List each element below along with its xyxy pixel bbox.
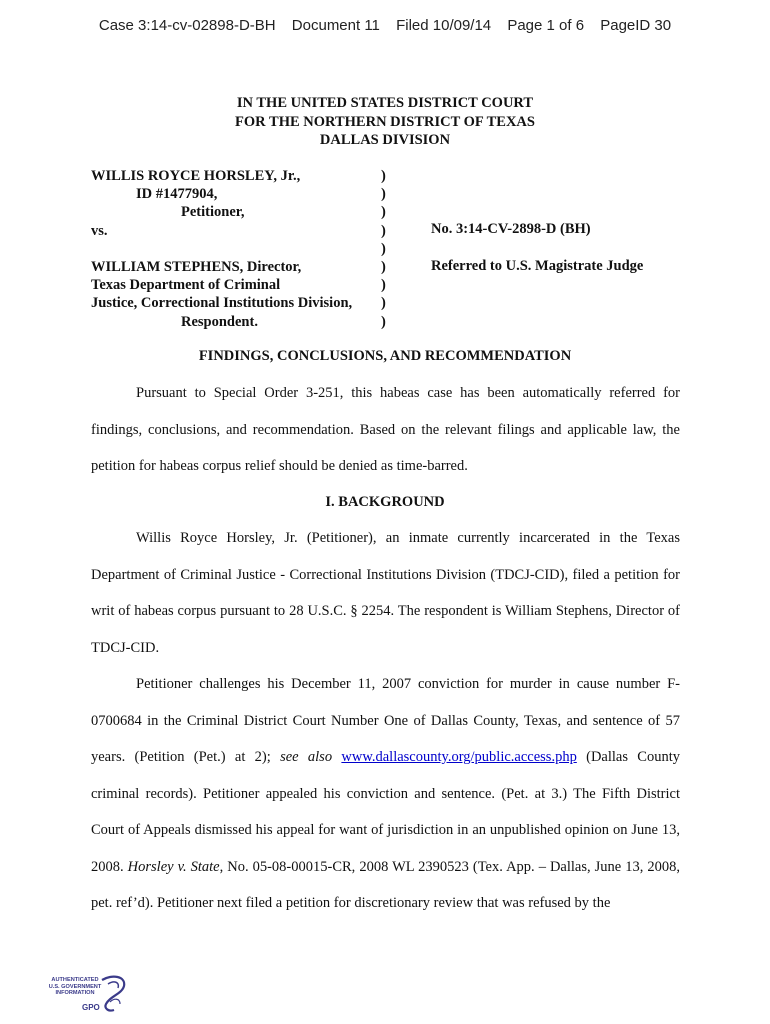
case-number-caption: No. 3:14-CV-2898-D (BH) [431, 221, 591, 237]
respondent-name: WILLIAM STEPHENS, Director, [91, 259, 302, 276]
logo-line-3: INFORMATION [55, 990, 95, 997]
filed-date: Filed 10/09/14 [396, 17, 492, 34]
petitioner-name: WILLIS ROYCE HORSLEY, Jr., [91, 168, 301, 184]
caption-parentheses [381, 167, 393, 331]
case-caption-parties [91, 167, 381, 331]
background-text-1: Willis Royce Horsley, Jr. (Petitioner), an inmate currently incarcerated in the Texas Department of Criminal Justice - Correctional Institutions Division (TDCJ-CID), filed a petition for writ of habeas corpus pursuant to 28 U.S.C. § 2254. The respondent is William Stephens, Director of TDCJ-CID. [91, 530, 680, 656]
logo-line-1: AUTHENTICATED [51, 977, 99, 983]
page-count: Page 1 of 6 [507, 17, 585, 34]
caption-blank [91, 240, 381, 258]
see-also: see also [280, 749, 333, 765]
respondent-dept-2: Justice, Correctional Institutions Division, [91, 295, 353, 312]
document-header [0, 17, 770, 34]
intro-text: Pursuant to Special Order 3-251, this habeas case has been automatically referred for findings, conclusions, and recommendation. Based on the relevant filings and applicable law, the petition for habeas corpus relief should be denied as time-barred. [91, 385, 680, 474]
background-text-2 [91, 666, 680, 922]
page-id: PageID 30 [600, 17, 672, 34]
court-line-3: DALLAS DIVISION [319, 132, 451, 148]
versus: vs. [91, 222, 108, 239]
gpo-authentication-logo [44, 974, 134, 1018]
logo-line-2: U.S. GOVERNMENT [48, 983, 102, 990]
logo-text [44, 977, 106, 997]
court-line-1: IN THE UNITED STATES DISTRICT COURT [236, 95, 534, 111]
background-paragraph-1 [91, 520, 680, 666]
paren: ) [381, 168, 386, 184]
section-heading-background: I. BACKGROUND [325, 494, 445, 510]
document-title: FINDINGS, CONCLUSIONS, AND RECOMMENDATION [198, 348, 572, 364]
petitioner-id: ID #1477904, [136, 186, 218, 203]
court-title [0, 94, 770, 150]
paren: ) [381, 204, 386, 221]
dallas-county-link[interactable]: www.dallascounty.org/public.access.php [341, 749, 577, 765]
para2-part3: , No. 05-08-00015-CR, 2008 WL 2390523 (Tex. App. – Dallas, June 13, 2008, pet. ref’d). Petitioner next filed a petition for discretionary review that was refused by the [91, 858, 681, 911]
paren: ) [381, 240, 386, 257]
para2-part2: (Dallas County criminal records). Petitioner appealed his conviction and sentence. (Pet. at 3.) The Fifth District Court of Appeals dismissed his appeal for want of jurisdiction in an unpublished opinion on June 13, 2008. [91, 749, 681, 875]
paren: ) [381, 222, 386, 239]
para2-part1: Petitioner challenges his December 11, 2007 conviction for murder in cause number F-0700684 in the Criminal District Court Number One of Dallas County, Texas, and sentence of 57 years. (Petition (Pet.) at 2); [91, 676, 680, 765]
eagle-icon [98, 974, 130, 1014]
paren: ) [381, 186, 386, 203]
referral-note: Referred to U.S. Magistrate Judge [431, 258, 644, 274]
respondent-role: Respondent. [181, 313, 258, 330]
court-line-2: FOR THE NORTHERN DISTRICT OF TEXAS [235, 113, 535, 130]
paren: ) [381, 259, 386, 276]
logo-gpo-text: GPO [82, 1003, 100, 1012]
case-citation-name: Horsley v. State [127, 858, 220, 875]
intro-paragraph [91, 375, 680, 485]
paren: ) [381, 313, 386, 330]
case-number: Case 3:14-cv-02898-D-BH [98, 17, 276, 34]
paren: ) [381, 295, 386, 312]
petitioner-role: Petitioner, [181, 204, 245, 221]
document-number: Document 11 [291, 17, 380, 34]
paren: ) [381, 277, 386, 294]
background-paragraph-2 [91, 666, 680, 922]
respondent-dept-1: Texas Department of Criminal [91, 277, 281, 294]
